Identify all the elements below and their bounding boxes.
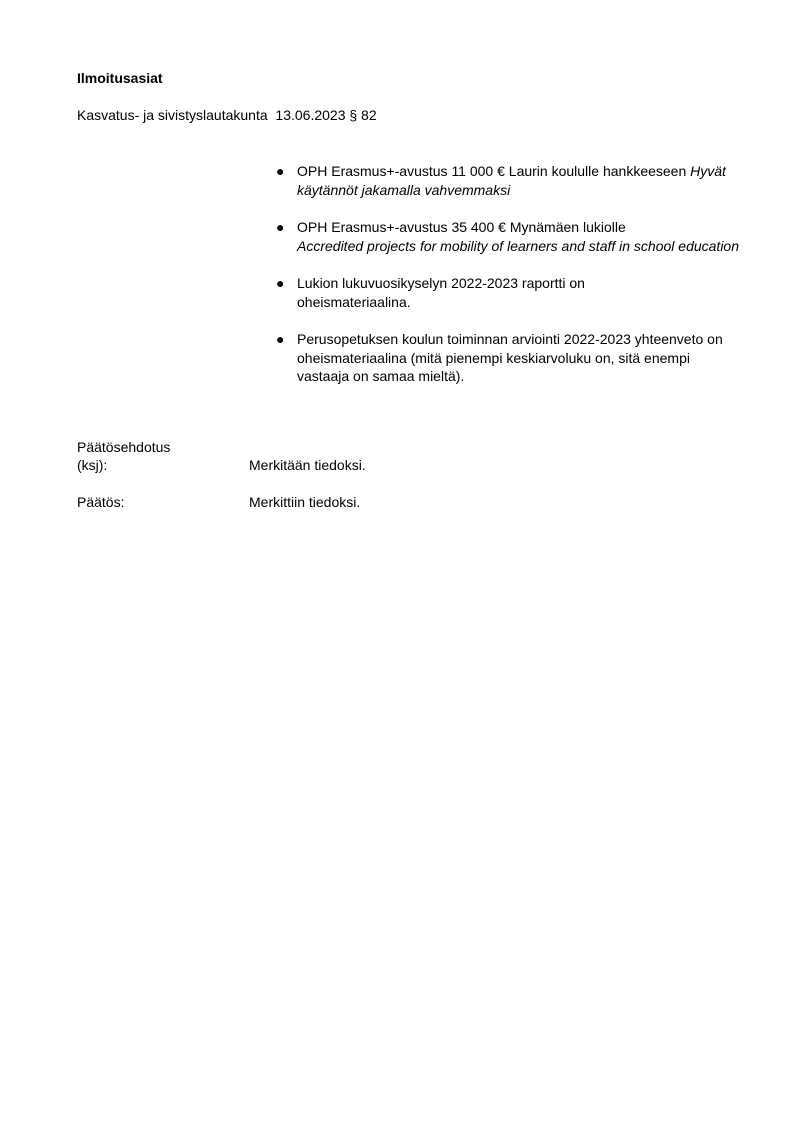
- item-text: OPH Erasmus+-avustus 11 000 € Laurin koululle hankkeeseen: [297, 163, 691, 179]
- proposal-label-line1: Päätösehdotus: [77, 439, 171, 455]
- list-item: [276, 330, 727, 386]
- list-item: [276, 274, 637, 311]
- bullet-icon: ●: [276, 219, 285, 235]
- proposal-label: [77, 438, 170, 474]
- bullet-icon: ●: [276, 331, 285, 347]
- section-heading: Ilmoitusasiat: [77, 70, 163, 86]
- item-text: OPH Erasmus+-avustus 35 400 € Mynämäen lukiolle: [297, 219, 626, 235]
- meeting-reference: Kasvatus- ja sivistyslautakunta 13.06.2023 § 82: [77, 107, 377, 123]
- proposal-value: Merkitään tiedoksi.: [249, 457, 366, 473]
- list-item: [276, 162, 746, 199]
- item-text: Lukion lukuvuosikyselyn 2022-2023 raportti on oheismateriaalina.: [297, 275, 585, 310]
- item-italic-text: Hyvät käytännöt jakamalla vahvemmaksi: [297, 163, 726, 198]
- decision-value: Merkittiin tiedoksi.: [249, 494, 361, 510]
- decision-label: Päätös:: [77, 494, 125, 510]
- proposal-label-line2: (ksj):: [77, 457, 108, 473]
- announcement-list: [276, 162, 746, 405]
- bullet-icon: ●: [276, 163, 285, 179]
- list-item: [276, 218, 742, 255]
- item-italic-text: Accredited projects for mobility of learners and staff in school education: [297, 237, 740, 254]
- bullet-icon: ●: [276, 275, 285, 291]
- item-text: Perusopetuksen koulun toiminnan arviointi 2022-2023 yhteenveto on oheismateriaalina (mitä pienempi keskiarvoluku on, sitä enempi vastaaja on samaa mieltä).: [297, 331, 723, 384]
